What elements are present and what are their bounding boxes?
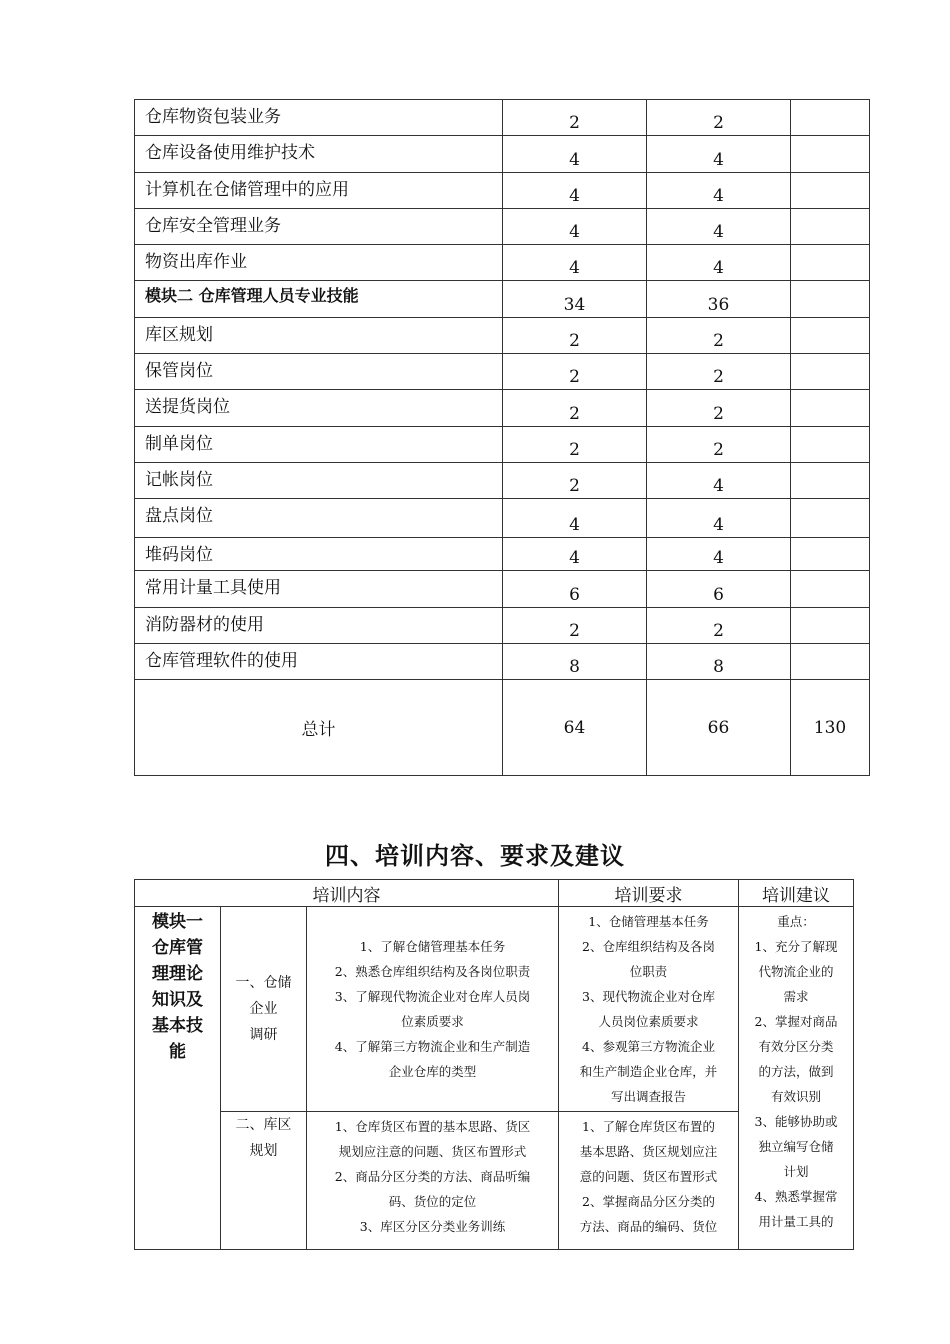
hours-b: 4 [647,172,791,208]
hours-a: 4 [503,172,647,208]
training-row-1 [135,907,854,1112]
content-line: 码、货位的定位 [388,1194,477,1209]
hours-a: 4 [503,208,647,244]
hours-c [791,208,870,244]
hours-row [135,571,870,607]
hours-c [791,499,870,538]
hours-c [791,100,870,136]
sub-item-1 [221,907,307,1112]
hours-a: 4 [503,499,647,538]
total-hours-a: 64 [503,680,647,776]
suggestion-line: 有效识别 [770,1089,821,1104]
hours-row [135,643,870,679]
course-name: 堆码岗位 [135,538,503,571]
content-cell-2 [307,1112,559,1250]
requirement-line: 方法、商品的编码、货位 [579,1219,718,1234]
course-name: 模块二 仓库管理人员专业技能 [135,281,503,317]
hours-row [135,462,870,498]
course-name: 保管岗位 [135,354,503,390]
course-name: 物资出库作业 [135,245,503,281]
hours-b: 2 [647,100,791,136]
module-line: 基本技 [152,1016,203,1036]
hours-row [135,354,870,390]
course-name: 仓库安全管理业务 [135,208,503,244]
suggestion-line: 用计量工具的 [758,1214,834,1229]
content-line: 1、仓库货区布置的基本思路、货区 [334,1119,531,1134]
module-cell [135,907,221,1250]
content-cell-1 [307,907,559,1112]
requirement-line: 3、现代物流企业对仓库 [582,989,715,1004]
hours-c [791,172,870,208]
hours-b: 2 [647,317,791,353]
total-hours-c: 130 [791,680,870,776]
training-header-row [135,880,854,907]
hours-a: 2 [503,100,647,136]
hours-c [791,462,870,498]
hours-table [134,99,870,776]
hours-b: 2 [647,354,791,390]
suggestion-line: 计划 [783,1164,809,1179]
hours-b: 6 [647,571,791,607]
hours-b: 36 [647,281,791,317]
hours-row [135,208,870,244]
hours-a: 4 [503,245,647,281]
hours-a: 2 [503,426,647,462]
course-name: 盘点岗位 [135,499,503,538]
requirement-cell-2 [559,1112,739,1250]
sub-item-line: 企业 [249,1001,278,1017]
content-line: 位素质要求 [401,1014,464,1029]
requirement-line: 4、参观第三方物流企业 [582,1039,715,1054]
hours-b: 2 [647,390,791,426]
hours-c [791,354,870,390]
requirement-cell-1 [559,907,739,1112]
hours-a: 2 [503,390,647,426]
course-name: 仓库物资包装业务 [135,100,503,136]
hours-c [791,643,870,679]
content-line: 3、了解现代物流企业对仓库人员岗 [334,989,531,1004]
total-row [135,680,870,776]
course-name: 仓库设备使用维护技术 [135,136,503,172]
module-line: 能 [169,1042,186,1062]
suggestion-line: 2、掌握对商品 [754,1014,838,1029]
hours-a: 2 [503,317,647,353]
hours-row [135,317,870,353]
hours-c [791,281,870,317]
course-name: 记帐岗位 [135,462,503,498]
header-content: 培训内容 [135,880,559,907]
suggestion-line: 重点： [777,914,815,929]
sub-item-2 [221,1112,307,1250]
requirement-line: 和生产制造企业仓库，并 [579,1064,718,1079]
hours-c [791,607,870,643]
content-line: 3、库区分区分类业务训练 [359,1219,506,1234]
hours-row [135,172,870,208]
hours-a: 2 [503,607,647,643]
suggestion-line: 1、充分了解现 [754,939,838,954]
course-name: 制单岗位 [135,426,503,462]
module-line: 模块一 [152,912,203,932]
hours-b: 4 [647,208,791,244]
requirement-line: 人员岗位素质要求 [598,1014,699,1029]
hours-a: 8 [503,643,647,679]
suggestion-line: 独立编写仓储 [758,1139,834,1154]
hours-b: 4 [647,538,791,571]
hours-b: 4 [647,499,791,538]
total-hours-b: 66 [647,680,791,776]
content-line: 企业仓库的类型 [388,1064,477,1079]
module-line: 仓库管 [152,938,203,958]
course-name: 计算机在仓储管理中的应用 [135,172,503,208]
hours-row [135,100,870,136]
course-name: 常用计量工具使用 [135,571,503,607]
hours-b: 4 [647,245,791,281]
requirement-line: 写出调查报告 [610,1089,686,1104]
suggestion-cell [739,907,854,1250]
course-name: 仓库管理软件的使用 [135,643,503,679]
requirement-line: 2、仓库组织结构及各岗 [582,939,715,954]
hours-c [791,317,870,353]
module-line: 知识及 [152,990,203,1010]
hours-c [791,245,870,281]
course-name: 送提货岗位 [135,390,503,426]
hours-row [135,426,870,462]
hours-b: 2 [647,607,791,643]
suggestion-line: 有效分区分类 [758,1039,834,1054]
hours-b: 4 [647,462,791,498]
content-line: 规划应注意的问题、货区布置形式 [338,1144,527,1159]
content-line: 1、了解仓储管理基本任务 [359,939,506,954]
module-line: 理理论 [152,964,203,984]
requirement-line: 位职责 [629,964,668,979]
requirement-line: 1、了解仓库货区布置的 [582,1119,715,1134]
hours-a: 4 [503,538,647,571]
course-name: 消防器材的使用 [135,607,503,643]
sub-item-line: 规划 [249,1143,278,1159]
hours-a: 6 [503,571,647,607]
hours-c [791,390,870,426]
section-title: 四、培训内容、要求及建议 [325,842,625,870]
content-line: 2、熟悉仓库组织结构及各岗位职责 [334,964,531,979]
hours-row [135,245,870,281]
total-label: 总计 [135,680,503,776]
training-table [134,879,854,1250]
hours-row [135,499,870,538]
hours-a: 4 [503,136,647,172]
content-line: 4、了解第三方物流企业和生产制造 [334,1039,531,1054]
suggestion-line: 4、熟悉掌握常 [754,1189,838,1204]
requirement-line: 基本思路、货区规划应注 [579,1144,718,1159]
hours-b: 2 [647,426,791,462]
sub-item-line: 一、仓储 [235,975,292,991]
requirement-line: 1、仓储管理基本任务 [588,914,709,929]
suggestion-line: 的方法，做到 [758,1064,834,1079]
hours-row [135,607,870,643]
header-requirement: 培训要求 [559,880,739,907]
hours-row [135,281,870,317]
course-name: 库区规划 [135,317,503,353]
hours-c [791,426,870,462]
hours-a: 2 [503,354,647,390]
hours-b: 4 [647,136,791,172]
requirement-line: 意的问题、货区布置形式 [579,1169,718,1184]
sub-item-line: 调研 [249,1027,278,1043]
hours-row [135,136,870,172]
hours-a: 2 [503,462,647,498]
hours-c [791,571,870,607]
requirement-line: 2、掌握商品分区分类的 [582,1194,715,1209]
hours-c [791,136,870,172]
suggestion-line: 需求 [783,989,809,1004]
hours-b: 8 [647,643,791,679]
hours-row [135,538,870,571]
suggestion-line: 3、能够协助或 [754,1114,838,1129]
content-line: 2、商品分区分类的方法、商品听编 [334,1169,531,1184]
hours-c [791,538,870,571]
header-suggestion: 培训建议 [739,880,854,907]
suggestion-line: 代物流企业的 [758,964,834,979]
hours-row [135,390,870,426]
sub-item-line: 二、库区 [235,1117,292,1133]
hours-a: 34 [503,281,647,317]
